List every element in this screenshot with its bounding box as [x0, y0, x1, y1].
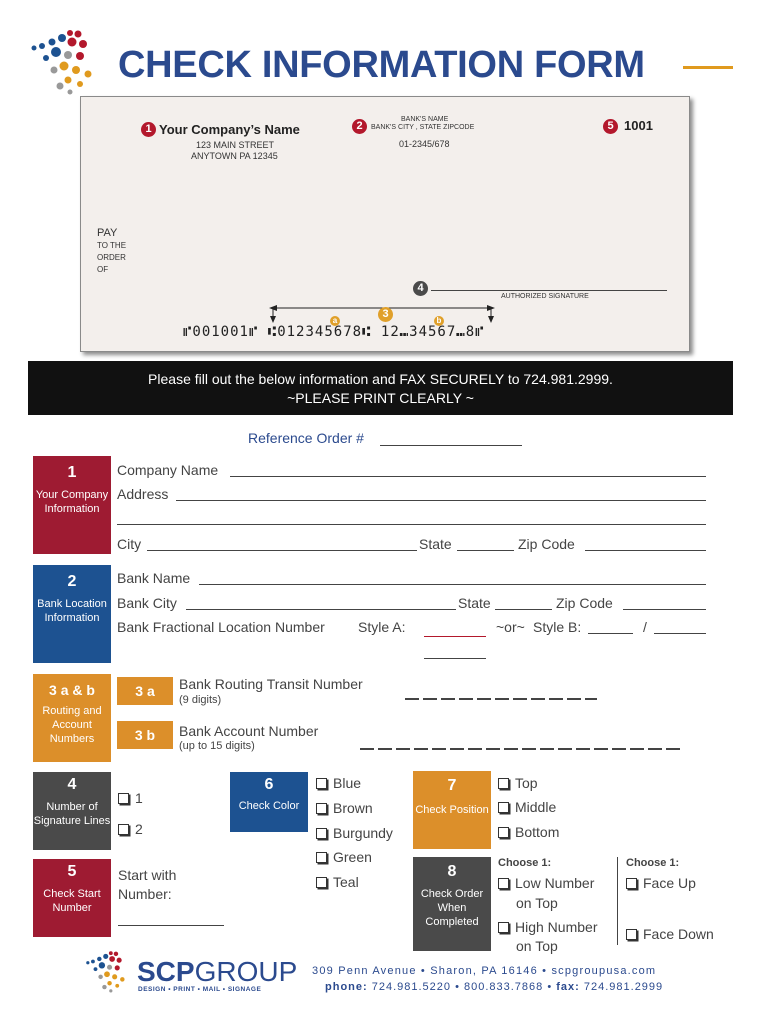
style-a-field-bottom[interactable]: [424, 658, 486, 659]
color-burgundy-checkbox[interactable]: Burgundy: [316, 825, 393, 841]
checkbox-icon: [498, 827, 509, 838]
checkbox-icon: [316, 828, 327, 839]
state-field[interactable]: [457, 550, 514, 551]
check-fractional: 01-2345/678: [399, 139, 450, 149]
section-4-block: [33, 772, 111, 850]
section-6-number: 6: [264, 776, 274, 793]
section-8-block: [413, 857, 491, 951]
company-name-field[interactable]: [230, 476, 706, 477]
bank-city-field[interactable]: [186, 609, 456, 610]
zip-label: Zip Code: [518, 536, 575, 552]
section-3-label: Routing and Account Numbers: [42, 705, 102, 745]
tag-3a: 3 a: [117, 677, 173, 705]
checkbox-icon: [316, 803, 327, 814]
choose-1-label: Choose 1:: [498, 857, 552, 869]
check-micr-line: ⑈001001⑈ ⑆012345678⑆ 12⑉34567⑉8⑈: [183, 324, 485, 340]
section-2-block: [33, 565, 111, 663]
style-b-field-1[interactable]: [588, 633, 633, 634]
badge-4: 4: [413, 281, 428, 296]
reference-order-field[interactable]: [380, 445, 522, 446]
footer-logo-tagline: DESIGN • PRINT • MAIL • SIGNAGE: [138, 986, 262, 993]
checkbox-icon: [118, 793, 129, 804]
bank-zip-label: Zip Code: [556, 595, 613, 611]
checkbox-icon: [118, 824, 129, 835]
check-to-the: TO THE: [97, 241, 127, 250]
or-label: ~or~: [496, 619, 525, 635]
start-number-label: Number:: [118, 886, 172, 902]
tag-3b: 3 b: [117, 721, 173, 749]
section-5-label: Check Start Number: [43, 888, 101, 914]
badge-a: a: [330, 316, 340, 326]
style-a-label: Style A:: [358, 619, 406, 635]
footer-address: 309 Penn Avenue • Sharon, PA 16146 • scpgroupusa.com: [312, 965, 657, 977]
section-4-label: Number of Signature Lines: [33, 801, 111, 827]
color-brown-checkbox[interactable]: Brown: [316, 800, 373, 816]
city-label: City: [117, 536, 142, 552]
section-3-block: [33, 674, 111, 762]
instruction-line-2: ~PLEASE PRINT CLEARLY ~: [287, 390, 474, 406]
section-1-number: 1: [67, 464, 77, 481]
account-label: Bank Account Number: [179, 723, 319, 739]
high-number-checkbox[interactable]: High Number: [498, 919, 597, 935]
section-5-block: [33, 859, 111, 937]
section-8-label: Check Order When Completed: [420, 888, 484, 928]
checkbox-icon: [316, 877, 327, 888]
check-street: 123 MAIN STREET: [196, 140, 275, 150]
check-order: ORDER: [97, 253, 126, 262]
signature-lines-2-checkbox[interactable]: 2: [118, 821, 143, 837]
title-rule: [683, 66, 733, 69]
style-b-field-2[interactable]: [654, 633, 706, 634]
checkbox-icon: [498, 878, 509, 889]
state-label: State: [419, 536, 452, 552]
footer-contact: phone: 724.981.5220 • 800.833.7868 • fax: 724.981.2999: [325, 981, 664, 993]
section-4-number: 4: [67, 776, 77, 793]
section-7-number: 7: [447, 777, 457, 794]
check-bank-name: BANK'S NAME: [401, 116, 449, 123]
check-of: OF: [97, 265, 109, 274]
routing-sub-label: (9 digits): [179, 694, 222, 706]
face-up-checkbox[interactable]: Face Up: [626, 875, 696, 891]
section-5-number: 5: [67, 863, 77, 880]
style-b-slash: /: [643, 619, 647, 635]
high-on-top-label: on Top: [516, 938, 558, 954]
address-label: Address: [117, 486, 169, 502]
section-1-label: Your Company Information: [35, 489, 109, 515]
account-sub-label: (up to 15 digits): [179, 740, 255, 752]
section-8-number: 8: [447, 863, 457, 880]
section-2-number: 2: [67, 573, 77, 590]
zip-field[interactable]: [585, 550, 706, 551]
address-field-2[interactable]: [117, 524, 706, 525]
check-bank-city: BANK'S CITY , STATE ZIPCODE: [371, 124, 475, 131]
signature-lines-1-checkbox[interactable]: 1: [118, 790, 143, 806]
color-green-checkbox[interactable]: Green: [316, 849, 372, 865]
bank-name-field[interactable]: [199, 584, 706, 585]
section-7-label: Check Position: [415, 804, 489, 816]
position-middle-checkbox[interactable]: Middle: [498, 799, 556, 815]
face-down-checkbox[interactable]: Face Down: [626, 926, 714, 942]
sample-check: [80, 96, 690, 352]
routing-number-field[interactable]: [405, 698, 597, 700]
section-2-label: Bank Location Information: [37, 598, 107, 624]
footer-logo-icon: [82, 950, 132, 996]
bank-state-field[interactable]: [495, 609, 552, 610]
check-auth-signature: AUTHORIZED SIGNATURE: [501, 293, 589, 300]
section-1-block: [33, 456, 111, 554]
section-6-label: Check Color: [238, 800, 300, 812]
account-number-field[interactable]: [360, 748, 680, 750]
checkbox-icon: [316, 778, 327, 789]
checkbox-icon: [498, 778, 509, 789]
company-name-label: Company Name: [117, 462, 219, 478]
reference-order-label: Reference Order #: [248, 430, 364, 446]
check-company-name: Your Company’s Name: [159, 122, 300, 137]
check-city: ANYTOWN PA 12345: [191, 151, 278, 161]
section-7-block: [413, 771, 491, 849]
checkbox-icon: [498, 922, 509, 933]
scp-logo-icon: [28, 28, 100, 100]
badge-1: 1: [141, 122, 156, 137]
instruction-bar: [28, 361, 733, 415]
address-field[interactable]: [176, 500, 706, 501]
section-8-divider: [617, 857, 618, 945]
badge-5: 5: [603, 119, 618, 134]
section-6-block: [230, 772, 308, 832]
color-teal-checkbox[interactable]: Teal: [316, 874, 359, 890]
routing-label: Bank Routing Transit Number: [179, 676, 363, 692]
badge-3: 3: [378, 307, 393, 322]
badge-b: b: [434, 316, 444, 326]
checkbox-icon: [626, 878, 637, 889]
style-a-field-top[interactable]: [424, 636, 486, 637]
bank-name-label: Bank Name: [117, 570, 191, 586]
fractional-label: Bank Fractional Location Number: [117, 619, 325, 635]
signature-line: [431, 290, 667, 291]
bank-state-label: State: [458, 595, 491, 611]
low-on-top-label: on Top: [516, 895, 558, 911]
start-with-label: Start with: [118, 867, 177, 883]
color-blue-checkbox[interactable]: Blue: [316, 775, 361, 791]
bank-city-label: Bank City: [117, 595, 177, 611]
section-3-number: 3 a & b: [49, 682, 95, 698]
instruction-line-1: Please fill out the below information and FAX SECURELY to 724.981.2999.: [148, 371, 613, 387]
start-number-field[interactable]: [118, 925, 224, 926]
footer-logo-wordmark: SCPGROUP: [137, 956, 298, 987]
badge-2: 2: [352, 119, 367, 134]
style-b-label: Style B:: [533, 619, 582, 635]
choose-2-label: Choose 1:: [626, 857, 680, 869]
position-top-checkbox[interactable]: Top: [498, 775, 538, 791]
low-number-checkbox[interactable]: Low Number: [498, 875, 594, 891]
city-field[interactable]: [147, 550, 417, 551]
check-pay: PAY: [97, 227, 118, 239]
check-number: 1001: [624, 118, 653, 133]
page-title: CHECK INFORMATION FORM: [118, 44, 645, 86]
checkbox-icon: [626, 929, 637, 940]
checkbox-icon: [498, 802, 509, 813]
bank-zip-field[interactable]: [623, 609, 706, 610]
position-bottom-checkbox[interactable]: Bottom: [498, 824, 559, 840]
checkbox-icon: [316, 852, 327, 863]
